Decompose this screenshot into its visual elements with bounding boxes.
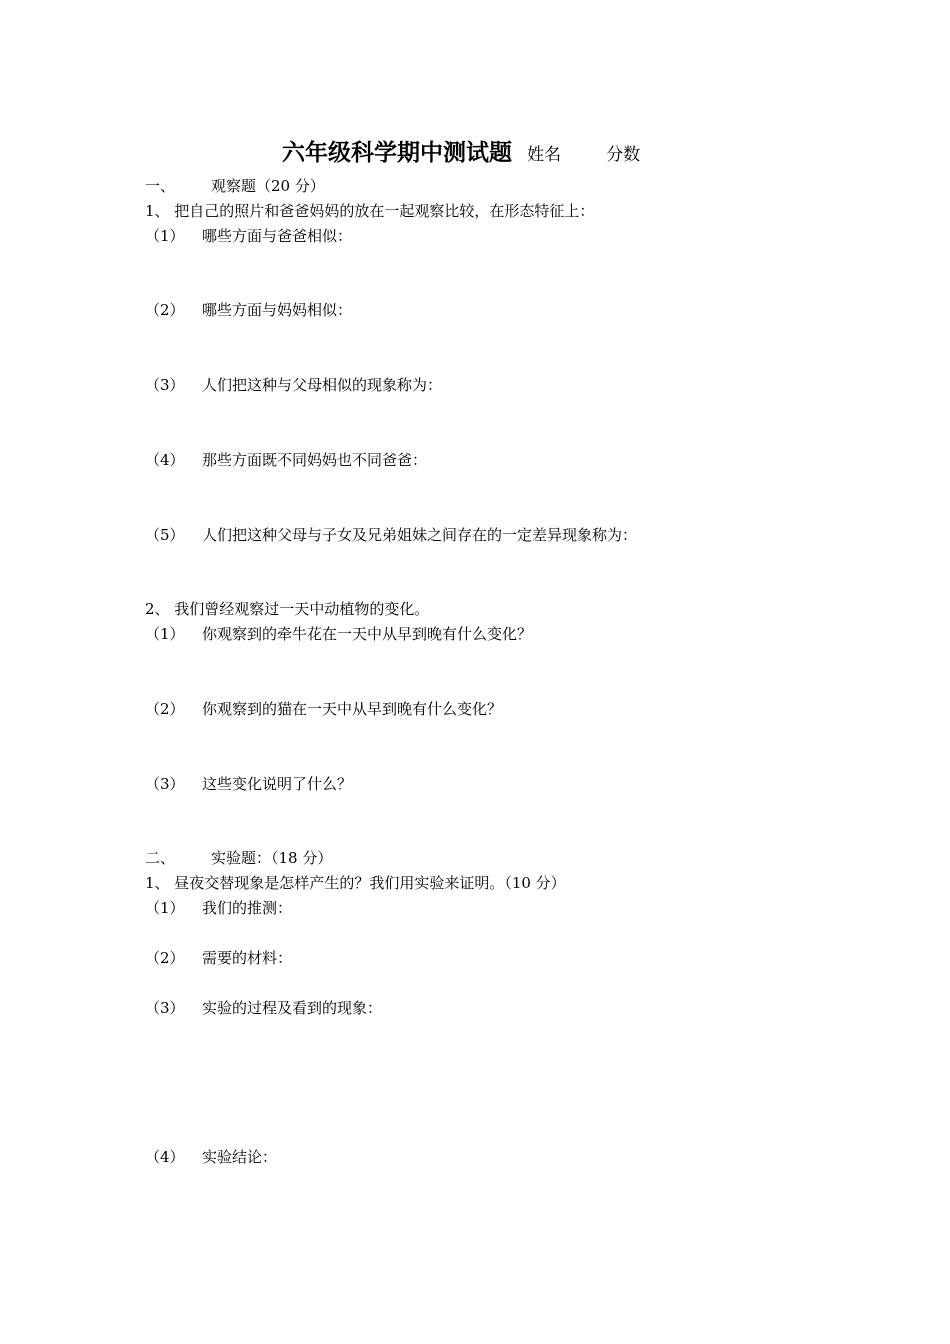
question-item [145, 948, 292, 968]
section2-heading [145, 848, 332, 868]
section2-q1-text: 1、 昼夜交替现象是怎样产生的？我们用实验来证明。（10 分） [145, 874, 566, 892]
item-number: （3） [145, 775, 185, 793]
question-item [145, 774, 352, 794]
question-item [145, 998, 382, 1018]
section1-title: 观察题（20 分） [211, 177, 325, 195]
item-text: 哪些方面与妈妈相似： [202, 301, 353, 319]
question-item [145, 624, 532, 644]
question-item [145, 898, 292, 918]
item-text: 实验的过程及看到的现象： [202, 999, 383, 1017]
section1-q1-text: 1、 把自己的照片和爸爸妈妈的放在一起观察比较，在形态特征上： [145, 202, 595, 220]
item-number: （4） [145, 451, 185, 469]
item-text: 人们把这种与父母相似的现象称为： [202, 376, 443, 394]
title-line [282, 134, 640, 167]
item-text: 实验结论： [202, 1148, 278, 1166]
item-text: 那些方面既不同妈妈也不同爸爸： [202, 451, 428, 469]
question-item [145, 300, 352, 320]
item-text: 我们的推测： [202, 899, 293, 917]
item-number: （3） [145, 376, 185, 394]
name-label: 姓名 [527, 145, 562, 165]
question-item [145, 450, 427, 470]
item-number: （3） [145, 999, 185, 1017]
section1-q2-text: 2、 我们曾经观察过一天中动植物的变化。 [145, 600, 430, 618]
question-item [145, 699, 502, 719]
item-number: （5） [145, 526, 185, 544]
section2-number: 二、 [145, 849, 176, 867]
item-text: 人们把这种父母与子女及兄弟姐妹之间存在的一定差异现象称为： [202, 526, 638, 544]
item-number: （1） [145, 625, 185, 643]
section1-heading [145, 176, 325, 196]
question-item [145, 1147, 277, 1167]
item-number: （2） [145, 301, 185, 319]
item-text: 你观察到的猫在一天中从早到晚有什么变化？ [202, 700, 503, 718]
item-number: （2） [145, 949, 185, 967]
page-title: 六年级科学期中测试题 [282, 139, 512, 166]
item-number: （1） [145, 899, 185, 917]
section1-number: 一、 [145, 177, 176, 195]
question-item [145, 525, 637, 545]
item-text: 你观察到的牵牛花在一天中从早到晚有什么变化？ [202, 625, 533, 643]
item-number: （2） [145, 700, 185, 718]
question-item [145, 375, 442, 395]
item-number: （4） [145, 1148, 185, 1166]
item-text: 哪些方面与爸爸相似： [202, 227, 353, 245]
section2-title: 实验题：（18 分） [211, 849, 333, 867]
item-number: （1） [145, 227, 185, 245]
item-text: 这些变化说明了什么？ [202, 775, 353, 793]
score-label: 分数 [606, 145, 641, 165]
question-item [145, 226, 352, 246]
item-text: 需要的材料： [202, 949, 293, 967]
